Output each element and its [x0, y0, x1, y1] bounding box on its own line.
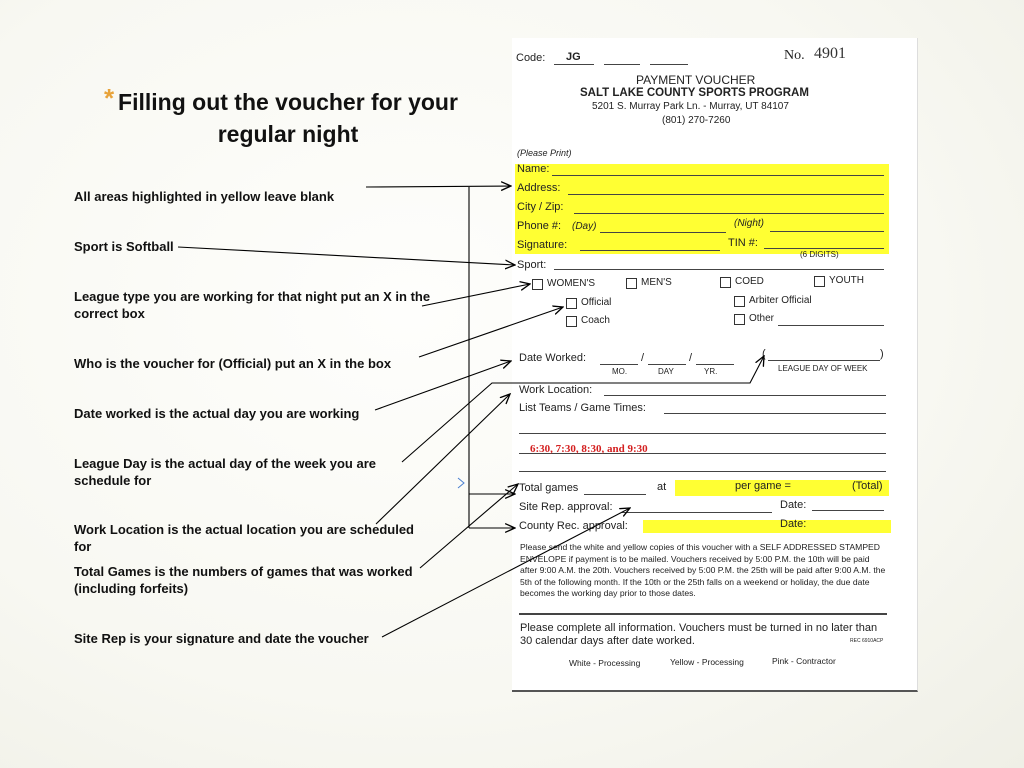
signature-label: Signature: — [517, 239, 568, 251]
label-total-games: Total Games is the numbers of games that was worked (including forfeits) — [74, 564, 413, 596]
label-sport: Sport is Softball — [74, 239, 174, 254]
day-caption: DAY — [658, 367, 674, 376]
sport-label: Sport: — [517, 259, 547, 271]
copy-pink: Pink - Contractor — [772, 656, 836, 666]
program-phone: (801) 270-7260 — [662, 115, 731, 126]
label-voucher-for: Who is the voucher for (Official) put an X in the box — [74, 356, 392, 371]
mo-caption: MO. — [612, 367, 628, 376]
blue-caret-mark — [458, 478, 464, 488]
phone-label: Phone #: — [517, 220, 562, 232]
coach-label: Coach — [581, 315, 610, 326]
label-work-location: Work Location is the actual location you are scheduled for — [74, 522, 414, 554]
please-print: (Please Print) — [517, 148, 572, 158]
arrow-site-rep — [382, 508, 630, 637]
arrow-official — [419, 307, 563, 357]
arrow-yellow-areas — [366, 186, 511, 187]
title-text: Filling out the voucher for your regular night — [118, 89, 458, 147]
turn-in-notice: Please complete all information. Vouchers must be turned in no later than 30 calendar days after date worked. — [520, 622, 878, 647]
arrow-date-worked — [375, 361, 511, 410]
program-name: SALT LAKE COUNTY SPORTS PROGRAM — [580, 87, 809, 99]
arrow-sport — [178, 247, 515, 265]
total-label: (Total) — [852, 480, 883, 492]
total-games-label: Total games — [519, 482, 579, 494]
six-digits-note: (6 DIGITS) — [800, 250, 839, 259]
night-label: (Night) — [734, 218, 765, 229]
coed-label: COED — [735, 276, 764, 287]
label-date-worked: Date worked is the actual day you are working — [74, 406, 360, 421]
label-league-day: League Day is the actual day of the week you are schedule for — [74, 456, 376, 488]
official-label: Official — [581, 297, 612, 308]
per-game-label: per game = — [735, 480, 791, 492]
label-league-type: League type you are working for that night put an X in the correct box — [74, 289, 431, 321]
youth-label: YOUTH — [829, 275, 864, 286]
voucher-number: 4901 — [814, 45, 846, 62]
mens-label: MEN'S — [641, 277, 672, 288]
code-value: JG — [566, 51, 581, 63]
site-rep-label: Site Rep. approval: — [519, 501, 613, 513]
tin-label: TIN #: — [728, 237, 758, 249]
payment-voucher-image: Code: JG No. 4901 PAYMENT VOUCHER SALT LAKE COUNTY SPORTS PROGRAM 5201 S. Murray Park Ln. - Murray, UT 84107 (801) 270-7260 (Please Print) Name: Address: City / Zip: Phone #: (Day) (Night) Signature: TIN #: (6 DIGITS) Sport: WOMEN'S MEN'S COED YOUTH Official Arbiter Official Coach Other Date Worked: / / MO. DAY YR. ( ) LEAGUE DAY OF WEEK Work Location: List Teams / Game Times: 6:30, 7:30, 8:30, and 9:30 Total games at per game = (Total) Site Rep. approval: Date: County Rec. approval: Date: Please send the white and yellow copies of this voucher with a SELF ADDRESSED STAMPED ENVELOPE if payment is to be mailed. Vouchers received by 5:00 P.M. the 10th will be paid after 9:00 A.M. the 20th. Vouchers received by 5:00 P.M. the 25th will be paid after 9:00 A.M. the 5th of the following month. If the 10th or the 25th falls on a weekend or holiday, the due date becomes the working day prior to those dates. Please complete all information. Vouchers must be turned in no later than 30 calendar days after date worked. REC 6910ACP White - Processing Yellow - Processing Pink - Contractor — [512, 38, 918, 692]
form-code: REC 6910ACP — [850, 638, 884, 644]
county-rec-date-label: Date: — [780, 518, 807, 530]
county-rec-label: County Rec. approval: — [519, 520, 628, 532]
copy-yellow: Yellow - Processing — [670, 657, 744, 667]
list-teams-label: List Teams / Game Times: — [519, 402, 646, 414]
other-label: Other — [749, 313, 775, 324]
date-worked-label: Date Worked: — [519, 352, 587, 364]
arbiter-label: Arbiter Official — [749, 295, 812, 306]
title-bullet: * — [104, 83, 115, 113]
label-site-rep: Site Rep is your signature and date the voucher — [74, 631, 369, 646]
mailing-instructions: Please send the white and yellow copies of this voucher with a SELF ADDRESSED STAMPED ENVELOPE if payment is to be mailed. Vouchers received by 5:00 P.M. the 10th will be paid after 9:00 A.M. the 20th. Vouchers received by 5:00 P.M. the 25th will be paid after 9:00 A.M. the 5th of the following month. If the 10th or the 25th falls on a weekend or holiday, the due date becomes the working day prior to those dates. — [520, 542, 886, 598]
copy-white: White - Processing — [569, 658, 641, 668]
womens-label: WOMEN'S — [547, 278, 596, 289]
site-rep-date-label: Date: — [780, 499, 807, 511]
league-day-caption: LEAGUE DAY OF WEEK — [778, 364, 868, 373]
voucher-no-label: No. — [784, 48, 805, 63]
day-label: (Day) — [572, 221, 597, 232]
at-label: at — [657, 481, 667, 493]
address-label: Address: — [517, 182, 561, 194]
work-location-label: Work Location: — [519, 384, 593, 396]
game-times-handwritten: 6:30, 7:30, 8:30, and 9:30 — [530, 443, 648, 455]
yr-caption: YR. — [704, 367, 718, 376]
name-label: Name: — [517, 163, 550, 175]
program-address: 5201 S. Murray Park Ln. - Murray, UT 84107 — [592, 101, 789, 112]
arrow-league-type — [422, 284, 530, 306]
city-label: City / Zip: — [517, 201, 564, 213]
voucher-title: PAYMENT VOUCHER — [636, 73, 756, 87]
code-label: Code: — [516, 52, 546, 64]
arrow-work-location — [376, 394, 510, 524]
label-yellow-areas: All areas highlighted in yellow leave blank — [74, 189, 335, 204]
